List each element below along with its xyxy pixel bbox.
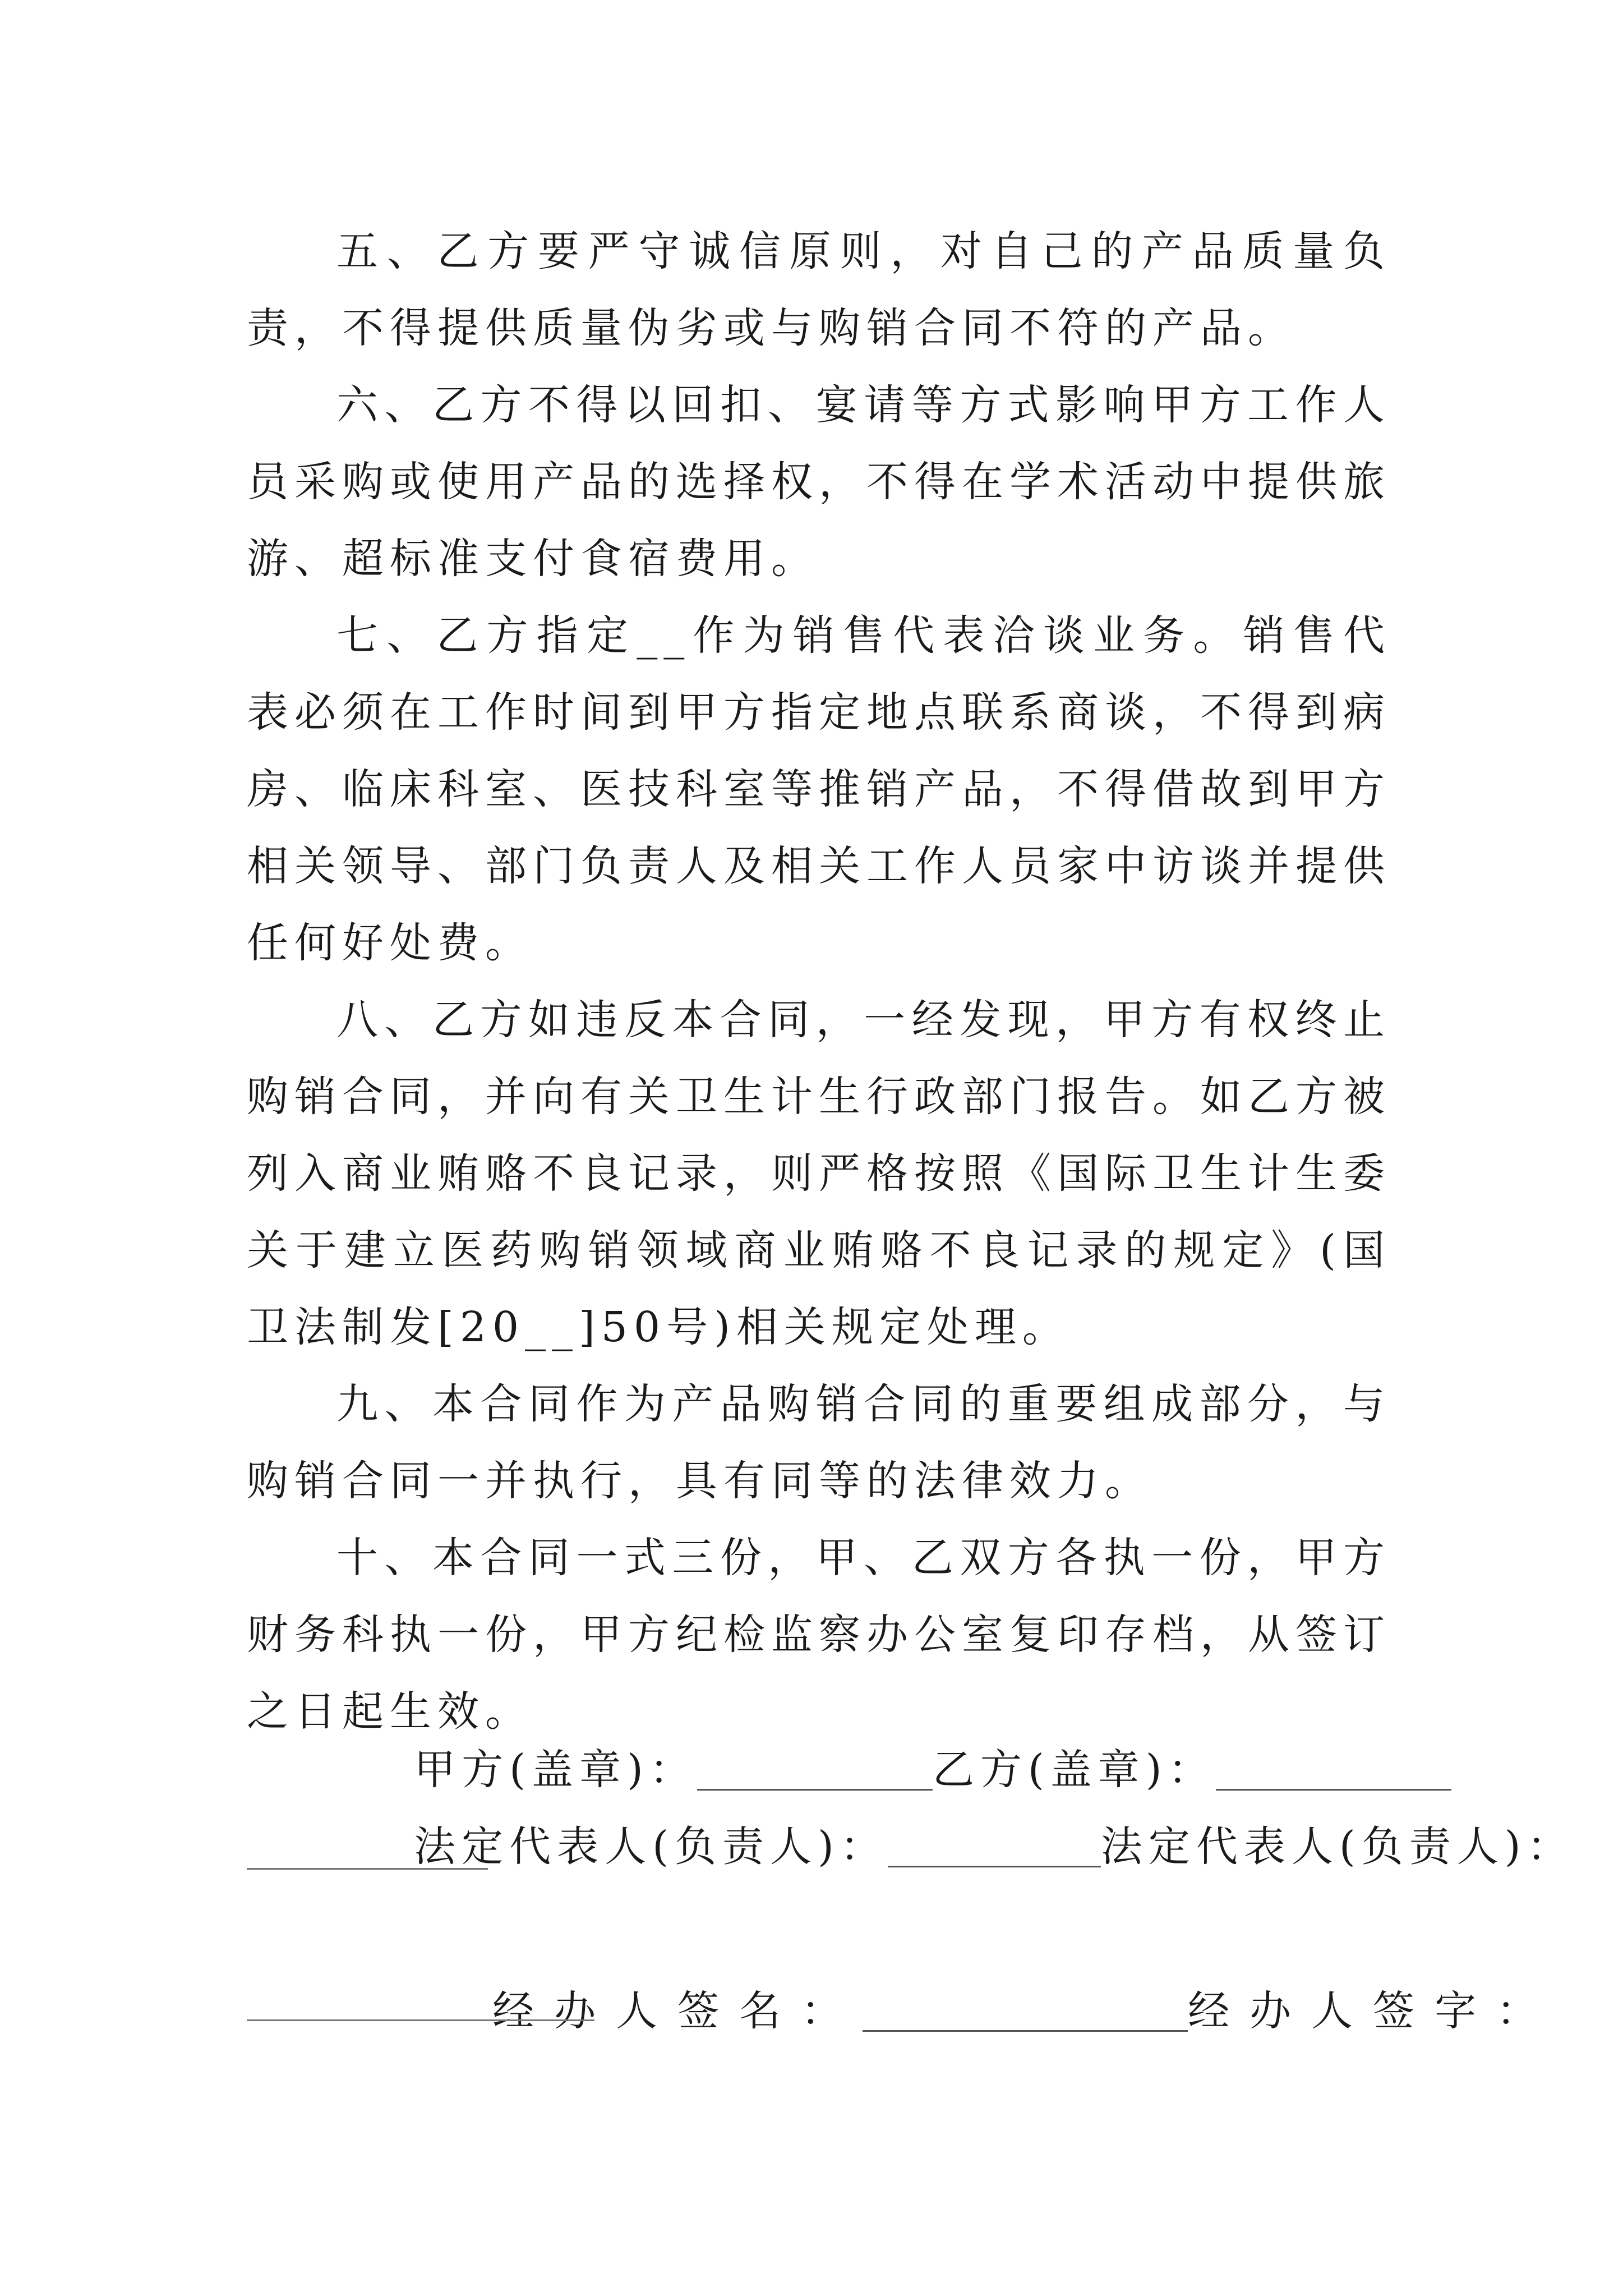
clause-5: 五、乙方要严守诚信原则，对自己的产品质量负责，不得提供质量伪劣或与购销合同不符的产品。 — [247, 227, 1391, 352]
contract-body — [247, 213, 1391, 1750]
legal-rep-b-label: 法定代表人(负责人)： — [1100, 1823, 1575, 1871]
clause-10: 十、本合同一式三份，甲、乙双方各执一份，甲方财务科执一份，甲方纪检监察办公室复印存档，从签订之日起生效。 — [247, 1534, 1391, 1736]
legal-rep-a-blank — [888, 1824, 1101, 1867]
handler-line — [359, 1896, 1558, 2127]
handler-sign-b-label: 经办人签字： — [1188, 1987, 1559, 2035]
clause-6: 六、乙方不得以回扣、宴请等方式影响甲方工作人员采购或使用产品的选择权，不得在学术活动中提供旅游、超标准支付食宿费用。 — [247, 381, 1391, 583]
handler-sign-blank — [863, 1989, 1188, 2032]
party-b-seal-label: 乙方(盖章)： — [932, 1746, 1216, 1794]
handler-sign-b-blank — [247, 2019, 594, 2021]
legal-rep-a-label: 法定代表人(负责人)： — [414, 1823, 888, 1871]
clause-8: 八、乙方如违反本合同，一经发现，甲方有权终止购销合同，并向有关卫生计生行政部门报告。如乙方被列入商业贿赂不良记录，则严格按照《国际卫生计生委关于建立医药购销领域商业贿赂不良记录的规定》(国卫法制发[20__]50号)相关规定处理。 — [247, 996, 1391, 1351]
clause-9: 九、本合同作为产品购销合同的重要组成部分，与购销合同一并执行，具有同等的法律效力。 — [247, 1380, 1391, 1505]
legal-rep-b-blank — [247, 1868, 488, 1870]
party-a-seal-label: 甲方(盖章)： — [414, 1746, 697, 1794]
clause-7: 七、乙方指定__作为销售代表洽谈业务。销售代表必须在工作时间到甲方指定地点联系商谈，不得到病房、临床科室、医技科室等推销产品，不得借故到甲方相关领导、部门负责人及相关工作人员家中访谈并提供任何好处费。 — [247, 611, 1391, 967]
handler-sign-label: 经办人签名： — [492, 1987, 863, 2035]
